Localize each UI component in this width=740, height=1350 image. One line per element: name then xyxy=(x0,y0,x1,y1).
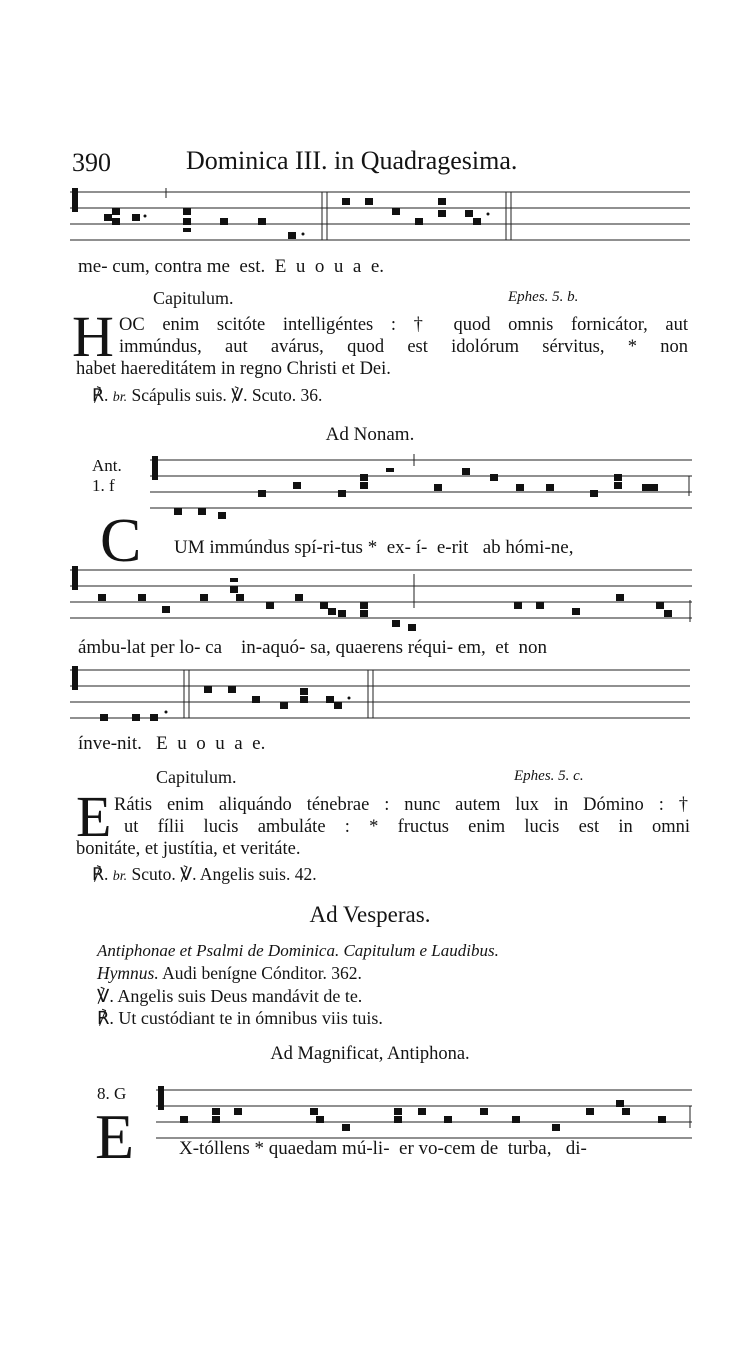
capitulum-1-line-2: immúndus, aut avárus, quod est idolórum sérvitus, * non xyxy=(119,337,688,357)
versicle-symbol: ℣. xyxy=(231,385,248,405)
response-symbol: ℟. xyxy=(92,385,109,405)
response-symbol: ℟. xyxy=(92,864,109,884)
versicle-symbol: ℣. xyxy=(97,986,114,1006)
c-clef xyxy=(158,1086,164,1110)
versicle-text: Scuto. 36. xyxy=(251,385,323,405)
brief-abbr: br. xyxy=(112,869,128,884)
response-line xyxy=(97,1008,383,1029)
response-text: Scuto. xyxy=(131,864,176,884)
ad-vesperas-heading: Ad Vesperas. xyxy=(309,902,431,927)
ad-nonam-lyrics-3: ínve-nit. E u o u a e. xyxy=(78,733,266,754)
capitulum-1-line-1: OC enim scitóte intelligéntes : † quod omnis fornicátor, aut xyxy=(119,315,688,335)
hymn-line xyxy=(97,963,362,984)
chant-staff-1 xyxy=(70,184,690,250)
capitulum-2-reference: Ephes. 5. c. xyxy=(514,768,584,784)
brief-abbr: br. xyxy=(112,390,128,405)
capitulum-1-line-3: habet haereditátem in regno Christi et Dei. xyxy=(76,359,391,379)
c-clef xyxy=(72,188,78,212)
capitulum-2-line-1: Rátis enim aliquándo ténebrae : nunc autem lux in Dómino : † xyxy=(114,795,688,815)
capitulum-1-initial: H xyxy=(72,304,114,369)
ad-nonam-mode xyxy=(92,456,122,496)
magnificat-initial: E xyxy=(95,1101,135,1172)
hymn-label: Hymnus. xyxy=(97,963,159,983)
chant-staff-3 xyxy=(70,562,692,638)
c-clef xyxy=(72,566,78,590)
response-symbol: ℟. xyxy=(97,1008,114,1028)
versicle-line xyxy=(97,986,362,1007)
ad-nonam-heading: Ad Nonam. xyxy=(325,424,415,445)
versicle-text: Angelis suis Deus mandávit de te. xyxy=(117,986,363,1006)
page-title: Dominica III. in Quadragesima. xyxy=(186,146,518,175)
mode-line-2: 1. f xyxy=(92,476,115,495)
responsory-2 xyxy=(92,864,317,885)
capitulum-1-reference: Ephes. 5. b. xyxy=(508,289,579,305)
ad-magnificat-heading: Ad Magnificat, Antiphona. xyxy=(270,1044,470,1064)
c-clef xyxy=(152,456,158,480)
versicle-symbol: ℣. xyxy=(180,864,197,884)
versicle-text: Angelis suis. 42. xyxy=(199,864,317,884)
hymn-text: Audi benígne Cónditor. 362. xyxy=(162,963,362,983)
capitulum-1-label: Capitulum. xyxy=(153,288,234,308)
chant-staff-4 xyxy=(70,662,690,728)
ad-nonam-initial: C xyxy=(100,507,142,575)
ad-nonam-lyrics-2: ámbu-lat per lo- ca in-aquó- sa, quaerens réqui- em, et non xyxy=(78,637,548,658)
capitulum-2-initial: E xyxy=(76,784,112,849)
responsory-1 xyxy=(92,385,322,406)
magnificat-lyrics: X-tóllens * quaedam mú-li- er vo-cem de turba, di- xyxy=(179,1138,587,1159)
page-number: 390 xyxy=(72,148,111,177)
c-clef xyxy=(72,666,78,690)
chant-staff-2 xyxy=(150,448,692,534)
capitulum-2-label: Capitulum. xyxy=(156,767,237,787)
response-text: Scápulis suis. xyxy=(131,385,227,405)
vesperas-rubric: Antiphonae et Psalmi de Dominica. Capitulum e Laudibus. xyxy=(97,941,499,960)
ad-nonam-lyrics-1: UM immúndus spí-ri-tus * ex- í- e-rit ab hómi-ne, xyxy=(174,537,574,558)
mode-line-1: Ant. xyxy=(92,456,122,475)
response-text: Ut custódiant te in ómnibus viis tuis. xyxy=(118,1008,383,1028)
capitulum-2-line-3: bonitáte, et justítia, et veritáte. xyxy=(76,839,301,859)
capitulum-2-line-2: ut fílii lucis ambuláte : * fructus enim lucis est in omni xyxy=(124,817,690,837)
chant-1-lyrics: me- cum, contra me est. E u o u a e. xyxy=(78,256,385,277)
magnificat-mode: 8. G xyxy=(97,1084,127,1103)
chant-staff-5 xyxy=(156,1082,692,1144)
